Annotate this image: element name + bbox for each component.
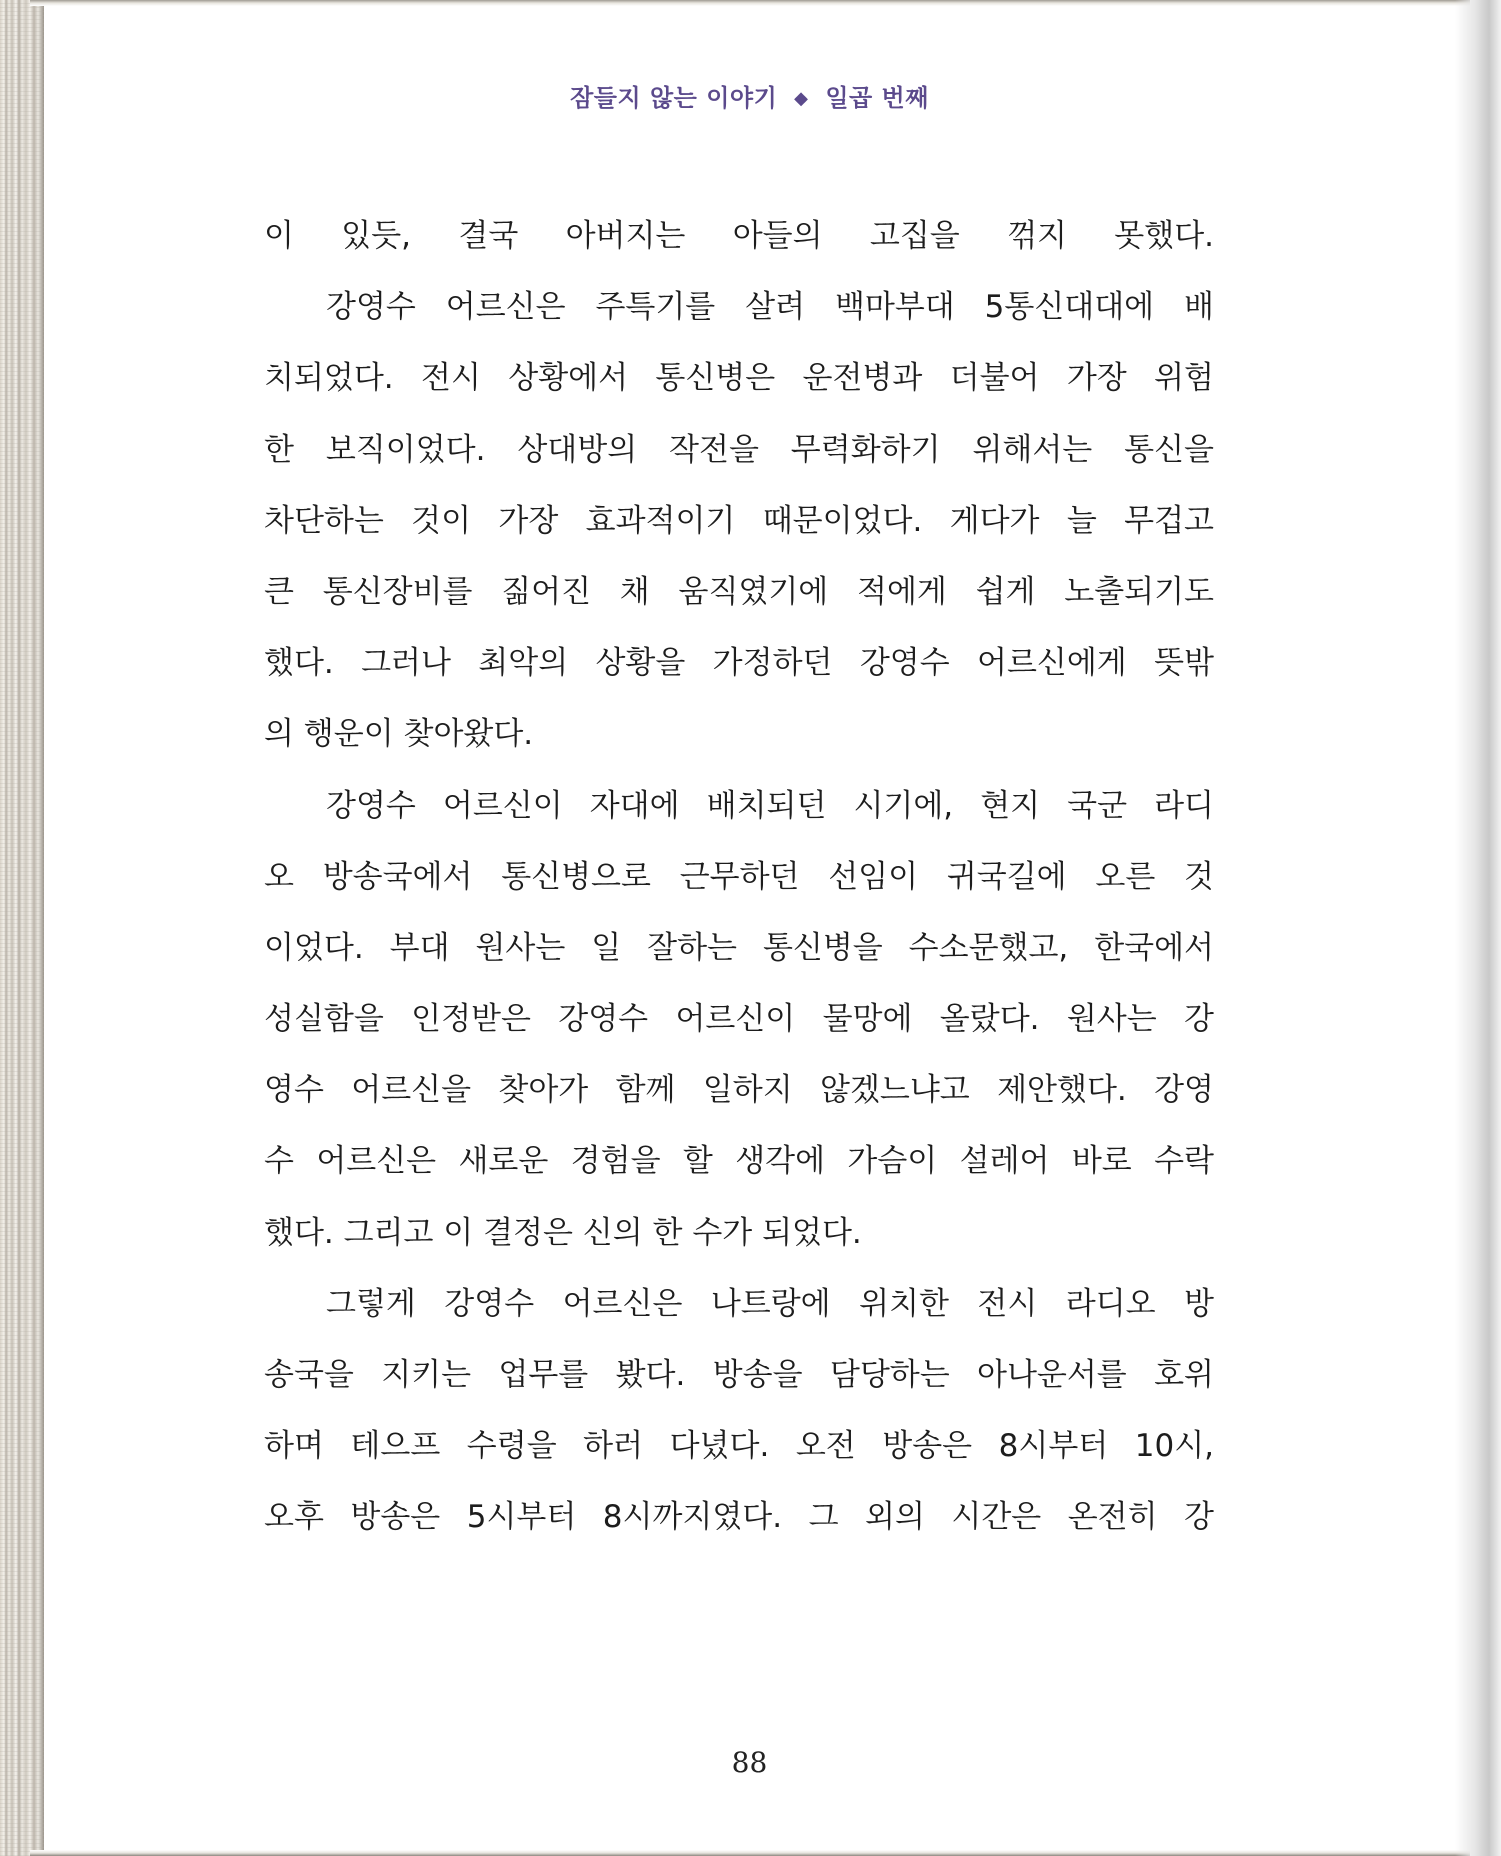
running-header-subtitle: 일곱 번째	[825, 83, 929, 112]
body-text	[264, 216, 1214, 1569]
page-edge-stripes	[0, 0, 44, 1856]
text-line: 송국을 지키는 업무를 봤다. 방송을 담당하는 아나운서를 호위	[264, 1357, 1214, 1393]
running-header-title: 잠들지 않는 이야기	[570, 83, 778, 112]
text-line: 한 보직이었다. 상대방의 작전을 무력화하기 위해서는 통신을	[264, 431, 1214, 468]
text-line: 했다. 그러나 최악의 상황을 가정하던 강영수 어르신에게 뜻밖	[264, 645, 1214, 682]
book-page	[44, 6, 1455, 1850]
text-line: 의 행운이 찾아왔다.	[264, 716, 534, 753]
text-line: 큰 통신장비를 짊어진 채 움직였기에 적에게 쉽게 노출되기도	[264, 573, 1214, 610]
text-line: 치되었다. 전시 상황에서 통신병은 운전병과 더불어 가장 위험	[264, 360, 1214, 397]
text-line: 수 어르신은 새로운 경험을 할 생각에 가슴이 설레어 바로 수락	[264, 1143, 1214, 1180]
text-line: 이었다. 부대 원사는 일 잘하는 통신병을 수소문했고, 한국에서	[264, 929, 1214, 966]
text-line: 했다. 그리고 이 결정은 신의 한 수가 되었다.	[264, 1214, 862, 1251]
book-page-edge-bottom	[30, 1850, 1470, 1856]
text-line: 강영수 어르신은 주특기를 살려 백마부대 5통신대대에 배	[326, 289, 1214, 326]
text-line: 그렇게 강영수 어르신은 나트랑에 위치한 전시 라디오 방	[326, 1285, 1214, 1322]
page-number: 88	[731, 1746, 768, 1779]
text-line: 하며 테으프 수령을 하러 다녔다. 오전 방송은 8시부터 10시,	[264, 1428, 1214, 1465]
text-line: 이 있듯, 결국 아버지는 아들의 고집을 꺾지 못했다.	[264, 218, 1214, 254]
text-line: 강영수 어르신이 자대에 배치되던 시기에, 현지 국군 라디	[326, 787, 1214, 824]
text-line: 차단하는 것이 가장 효과적이기 때문이었다. 게다가 늘 무겁고	[264, 502, 1214, 539]
text-line: 오 방송국에서 통신병으로 근무하던 선임이 귀국길에 오른 것	[264, 858, 1214, 895]
text-line: 성실함을 인정받은 강영수 어르신이 물망에 올랐다. 원사는 강	[264, 1001, 1214, 1038]
text-line: 오후 방송은 5시부터 8시까지였다. 그 외의 시간은 온전히 강	[264, 1499, 1214, 1536]
diamond-separator-icon: ◆	[794, 88, 809, 109]
book-page-edge-left	[0, 0, 44, 1856]
book-gutter-shadow	[1455, 0, 1501, 1856]
running-header	[44, 78, 1455, 113]
text-line: 영수 어르신을 찾아가 함께 일하지 않겠느냐고 제안했다. 강영	[264, 1072, 1214, 1109]
